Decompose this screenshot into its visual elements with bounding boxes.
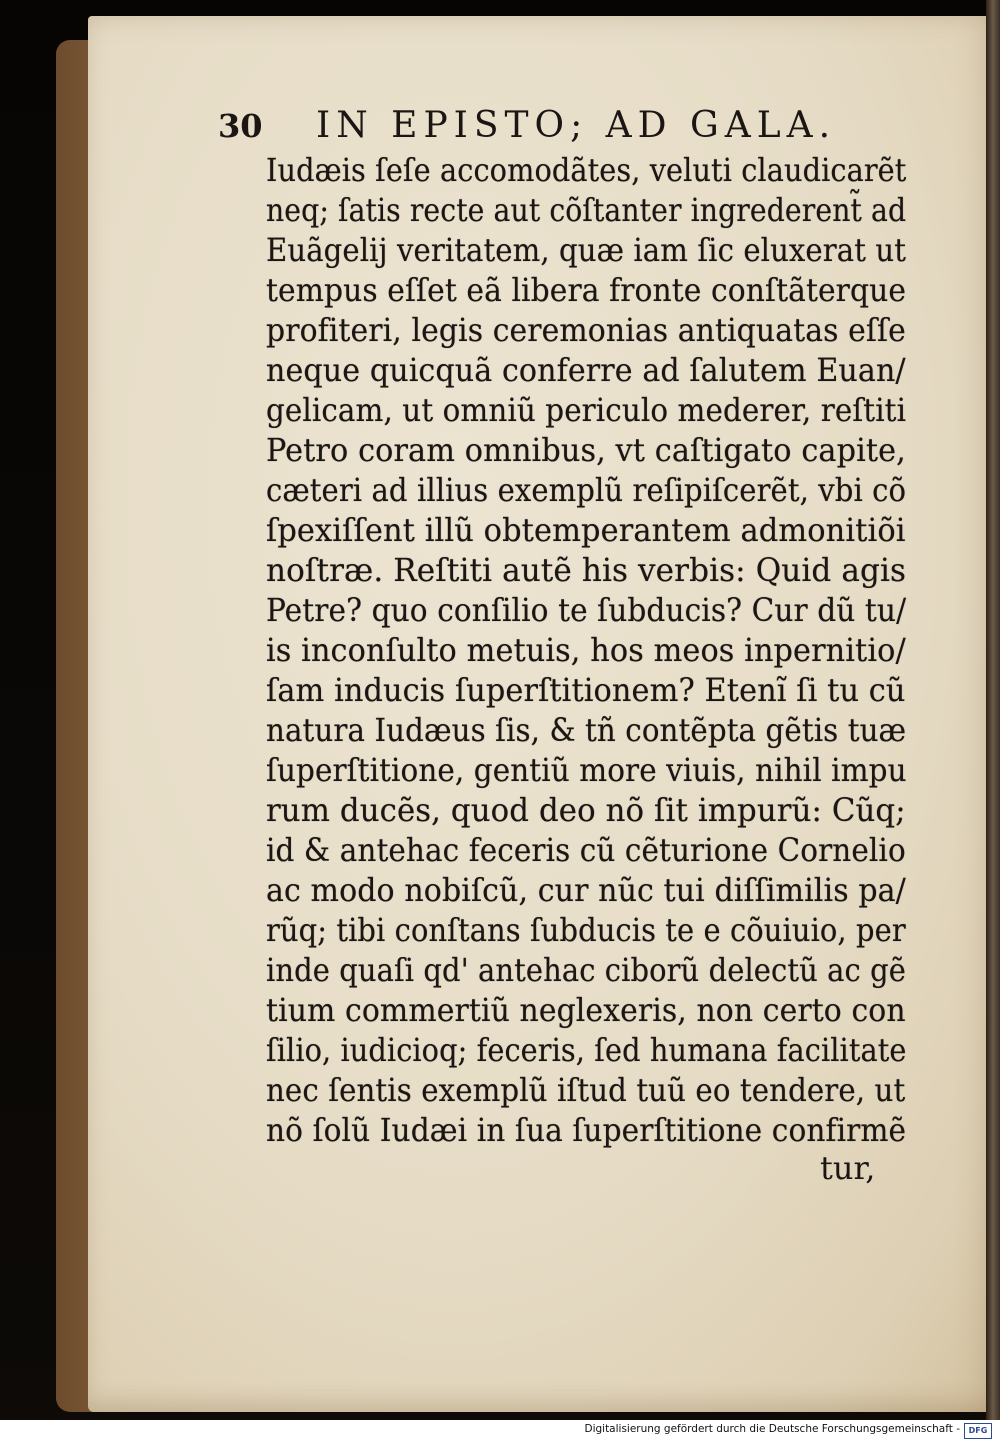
text-line: neque quicquã conferre ad ſalutem Euan/: [266, 351, 906, 389]
text-line: tempus eſſet eã libera fronte conſtãterque: [266, 271, 907, 309]
text-line: rũq; tibi conſtans ſubducis te e cõuiuio, per: [266, 911, 906, 949]
text-line: ſam inducis ſuperſtitionem? Etenĩ ſi tu cũ: [266, 671, 906, 709]
text-line: Euãgelij veritatem, quæ iam ſic eluxerat ut: [266, 231, 907, 269]
text-line: Iudæis ſeſe accomodãtes, veluti claudicarẽt: [266, 151, 907, 189]
text-line: neq; ſatis recte aut cõſtanter ingrederent̃ ad: [266, 191, 907, 229]
text-line: profiteri, legis ceremonias antiquatas eſſe: [266, 311, 906, 349]
text-line: nec ſentis exemplũ iſtud tuũ eo tendere, ut: [266, 1071, 906, 1109]
text-line: ac modo nobiſcũ, cur nũc tui diſſimilis pa/: [266, 871, 906, 909]
footer-bar: [0, 1420, 1000, 1443]
text-line: id & antehac feceris cũ cẽturione Cornelio: [266, 831, 906, 869]
text-line: Petre? quo conſilio te ſubducis? Cur dũ tu/: [266, 591, 907, 629]
catchword: tur,: [820, 1149, 876, 1187]
running-head: IN EPISTO; AD GALA.: [316, 105, 837, 146]
text-line: noſtræ. Reſtiti autẽ his verbis: Quid agis: [266, 551, 907, 589]
page-header: [218, 100, 858, 152]
text-line: gelicam, ut omniũ periculo mederer, reſtiti: [266, 391, 907, 429]
text-line: cæteri ad illius exemplũ reſipiſcerẽt, vbi cõ: [266, 471, 907, 509]
dfg-logo: DFG: [964, 1423, 992, 1439]
text-line: is inconſulto metuis, hos meos inpernitio/: [266, 631, 906, 669]
folio-number: 30: [218, 107, 263, 145]
text-line: tium commertiũ neglexeris, non certo con: [266, 991, 906, 1029]
text-line: nõ ſolũ Iudæi in ſua ſuperſtitione confirmẽ: [266, 1111, 907, 1149]
text-line: ſilio, iudicioq; feceris, ſed humana facilitate: [266, 1031, 907, 1069]
footer-credit: Digitalisierung gefördert durch die Deutsche Forschungsgemeinschaft -: [584, 1423, 960, 1435]
text-line: rum ducẽs, quod deo nõ ſit impurũ: Cũq;: [266, 791, 906, 829]
text-line: inde quaſi qd' antehac ciborũ delectũ ac gẽ: [266, 951, 906, 989]
text-line: natura Iudæus ſis, & tñ contẽpta gẽtis tuæ: [266, 711, 907, 749]
text-line: ſpexiſſent illũ obtemperantem admonitiõi: [266, 511, 906, 549]
text-line: Petro coram omnibus, vt caſtigato capite,: [266, 431, 906, 469]
text-line: ſuperſtitione, gentiũ more viuis, nihil impu: [266, 751, 907, 789]
